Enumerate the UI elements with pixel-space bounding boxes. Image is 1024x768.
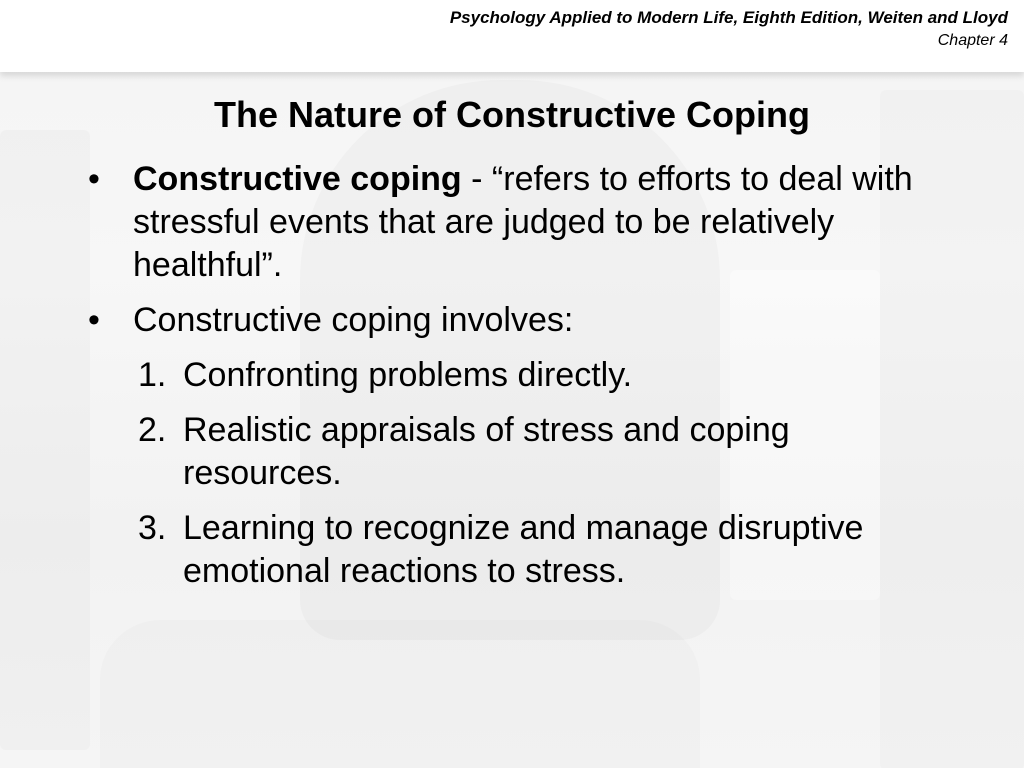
- slide-title: The Nature of Constructive Coping: [213, 94, 811, 135]
- item-number: 1.: [138, 356, 167, 394]
- item-text: Confronting problems directly.: [183, 356, 633, 394]
- slide-content: [88, 158, 918, 605]
- bullet-text: - “refers to efforts to deal with stressful events that are judged to be relatively healthful”.: [133, 160, 913, 284]
- chapter-label: Chapter 4: [937, 32, 1008, 49]
- bullet-icon: •: [88, 301, 100, 339]
- item-text: Learning to recognize and manage disruptive emotional reactions to stress.: [183, 509, 864, 590]
- bullet-text: Constructive coping involves:: [133, 301, 574, 339]
- background-panel: [0, 130, 90, 750]
- bullet-item: [88, 299, 918, 342]
- numbered-item: [88, 507, 918, 593]
- bullet-term: Constructive coping: [133, 160, 462, 198]
- header-band: [0, 0, 1024, 72]
- book-title: Psychology Applied to Modern Life, Eighth Edition, Weiten and Lloyd: [449, 8, 1008, 27]
- item-text: Realistic appraisals of stress and coping resources.: [183, 411, 790, 492]
- bullet-icon: •: [88, 160, 100, 198]
- numbered-item: [88, 409, 918, 495]
- background-panel: [100, 620, 700, 768]
- item-number: 3.: [138, 509, 167, 547]
- numbered-item: [88, 354, 918, 397]
- bullet-item: [88, 158, 918, 287]
- item-number: 2.: [138, 411, 167, 449]
